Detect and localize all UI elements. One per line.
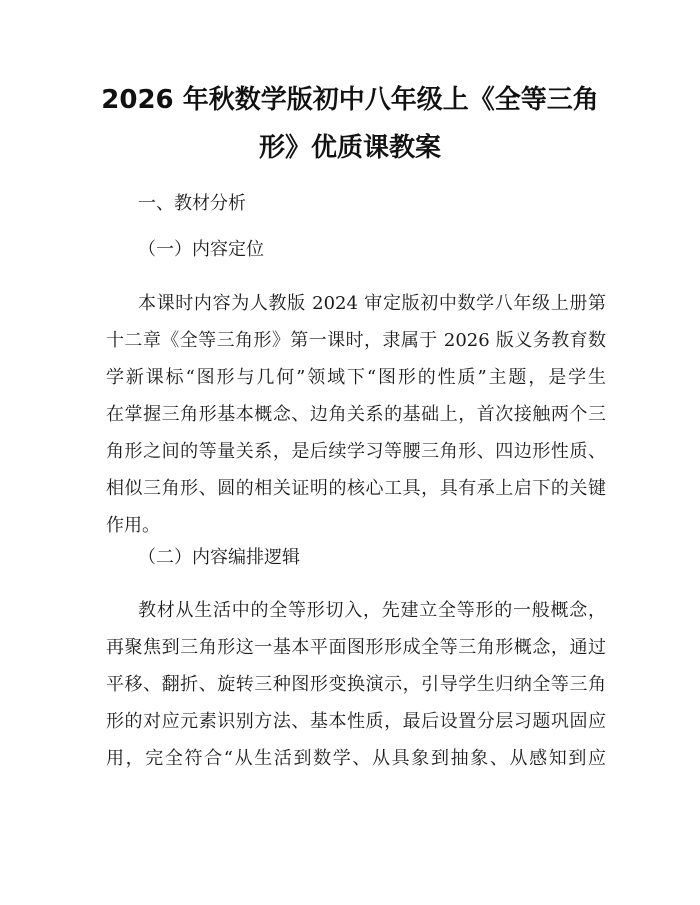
subsection-heading-content-positioning: （一）内容定位 bbox=[138, 239, 264, 260]
paragraph-line: 教材从生活中的全等形切入，先建立全等形的一般概念， bbox=[138, 600, 606, 621]
paragraph-line: 再聚焦到三角形这一基本平面图形形成全等三角形概念，通过 bbox=[106, 637, 606, 658]
paragraph-line: 形的对应元素识别方法、基本性质，最后设置分层习题巩固应 bbox=[106, 711, 606, 732]
paragraph-line: 角形之间的等量关系，是后续学习等腰三角形、四边形性质、 bbox=[106, 441, 606, 462]
document-title-line-1: 2026 年秋数学版初中八年级上《全等三角 bbox=[101, 85, 599, 115]
paragraph-line: 相似三角形、圆的相关证明的核心工具，具有承上启下的关键 bbox=[106, 478, 606, 499]
document-title-line-2: 形》优质课教案 bbox=[258, 133, 441, 163]
paragraph-line: 十二章《全等三角形》第一课时，隶属于 2026 版义务教育数 bbox=[106, 330, 606, 351]
subsection-heading-content-arrangement: （二）内容编排逻辑 bbox=[138, 547, 300, 568]
paragraph-line: 本课时内容为人教版 2024 审定版初中数学八年级上册第 bbox=[138, 293, 606, 314]
paragraph-line: 作用。 bbox=[106, 515, 160, 536]
paragraph-line: 在掌握三角形基本概念、边角关系的基础上，首次接触两个三 bbox=[106, 404, 606, 425]
paragraph-content-arrangement bbox=[106, 592, 606, 777]
paragraph-content-positioning bbox=[106, 285, 606, 544]
paragraph-line: 用，完全符合“从生活到数学、从具象到抽象、从感知到应 bbox=[106, 748, 606, 769]
paragraph-line: 平移、翻折、旋转三种图形变换演示，引导学生归纳全等三角 bbox=[106, 674, 606, 695]
paragraph-line: 学新课标“图形与几何”领域下“图形的性质”主题，是学生 bbox=[106, 367, 606, 388]
section-heading: 一、教材分析 bbox=[138, 193, 246, 214]
